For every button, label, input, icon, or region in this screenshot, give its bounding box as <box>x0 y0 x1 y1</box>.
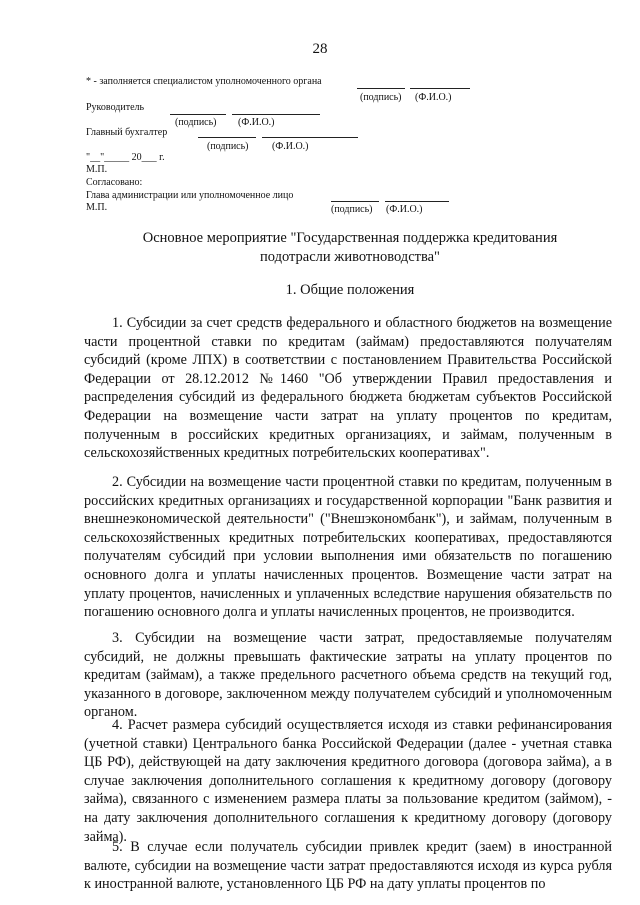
section-heading: 1. Общие положения <box>285 282 415 298</box>
sign-label: (подпись) <box>360 92 402 103</box>
paragraph-2: 2. Субсидии на возмещение части процентной ставки по кредитам, полученным в российских кредитных организациях и государственной корпорации "Банк развития и внешнеэкономической деятельности" ("Внешэкономбанк"), и займам, полученным в сельскохозяйственных кредитных потребительских кооперативах, предоставляются получателям субсидий при условии выполнения ими обязательств по погашению основного долга и уплаты начисленных процентов. Возмещение части затрат на уплату процентов, начисленных и уплаченных вследствие нарушения обязательств по погашению основного долга и уплаты начисленных процентов, не производится. <box>84 474 612 621</box>
name-line <box>385 201 449 202</box>
name-line <box>262 137 358 138</box>
footnote: * - заполняется специалистом уполномоченного органа <box>86 76 322 87</box>
signature-line <box>198 137 256 138</box>
head-label: Руководитель <box>86 102 145 113</box>
stamp-label: М.П. <box>86 164 108 175</box>
paragraph-4: 4. Расчет размера субсидий осуществляется исходя из ставки рефинансирования (учетной ставки) Центрального банка Российской Федерации (далее - учетная ставка ЦБ РФ), действующей на дату заключения кредитного договора (договора займа), а в случае заключения дополнительного соглашения к кредитному договору (договору займа), связанного с изменением размера платы за пользование кредитом (займом), - на дату заключения дополнительного соглашения к кредитному договору (договору займа). <box>84 717 612 845</box>
paragraph-3: 3. Субсидии на возмещение части затрат, предоставляемые получателям субсидий, не должны превышать фактические затраты на уплату процентов по кредитам (займам), а также предельного расчетного объема средств на текущий год, указанного в договоре, заключенном между получателем субсидий и уполномоченным органом. <box>84 630 612 721</box>
document-title-line-1: Основное мероприятие "Государственная поддержка кредитования <box>142 230 558 246</box>
stamp-label: М.П. <box>86 202 108 213</box>
admin-label: Глава администрации или уполномоченное лицо <box>86 190 294 201</box>
fio-label: (Ф.И.О.) <box>386 204 423 215</box>
name-line <box>410 88 470 89</box>
signature-line <box>357 88 405 89</box>
accountant-label: Главный бухгалтер <box>86 127 168 138</box>
paragraph-5: 5. В случае если получатель субсидии привлек кредит (заем) в иностранной валюте, субсидии на возмещение части затрат предоставляются исходя из курса рубля к иностранной валюте, установленного ЦБ РФ на дату уплаты процентов по <box>84 839 612 893</box>
fio-label: (Ф.И.О.) <box>415 92 452 103</box>
fio-label: (Ф.И.О.) <box>238 117 275 128</box>
sign-label: (подпись) <box>207 141 249 152</box>
paragraph-1: 1. Субсидии за счет средств федерального и областного бюджетов на возмещение части процентной ставки по кредитам (займам) предоставляются получателям субсидий (кроме ЛПХ) в соответствии с постановлением Правительства Российской Федерации от 28.12.2012 №1460 "Об утверждении Правил предоставления и распределения субсидий из федерального бюджета бюджетам субъектов Российской Федерации на возмещение части затрат на уплату процентов по кредитам, полученным в российских кредитных организациях, и займам, полученным в сельскохозяйственных кредитных потребительских кооперативах". <box>84 315 612 462</box>
signature-line <box>170 114 226 115</box>
document-title-line-2: подотрасли животноводства" <box>260 249 440 265</box>
agreed-label: Согласовано: <box>86 177 143 188</box>
signature-line <box>331 201 379 202</box>
fio-label: (Ф.И.О.) <box>272 141 309 152</box>
date-line: "__"_____ 20___ г. <box>86 152 165 163</box>
sign-label: (подпись) <box>331 204 373 215</box>
page-number: 28 <box>312 41 328 57</box>
name-line <box>232 114 320 115</box>
sign-label: (подпись) <box>175 117 217 128</box>
